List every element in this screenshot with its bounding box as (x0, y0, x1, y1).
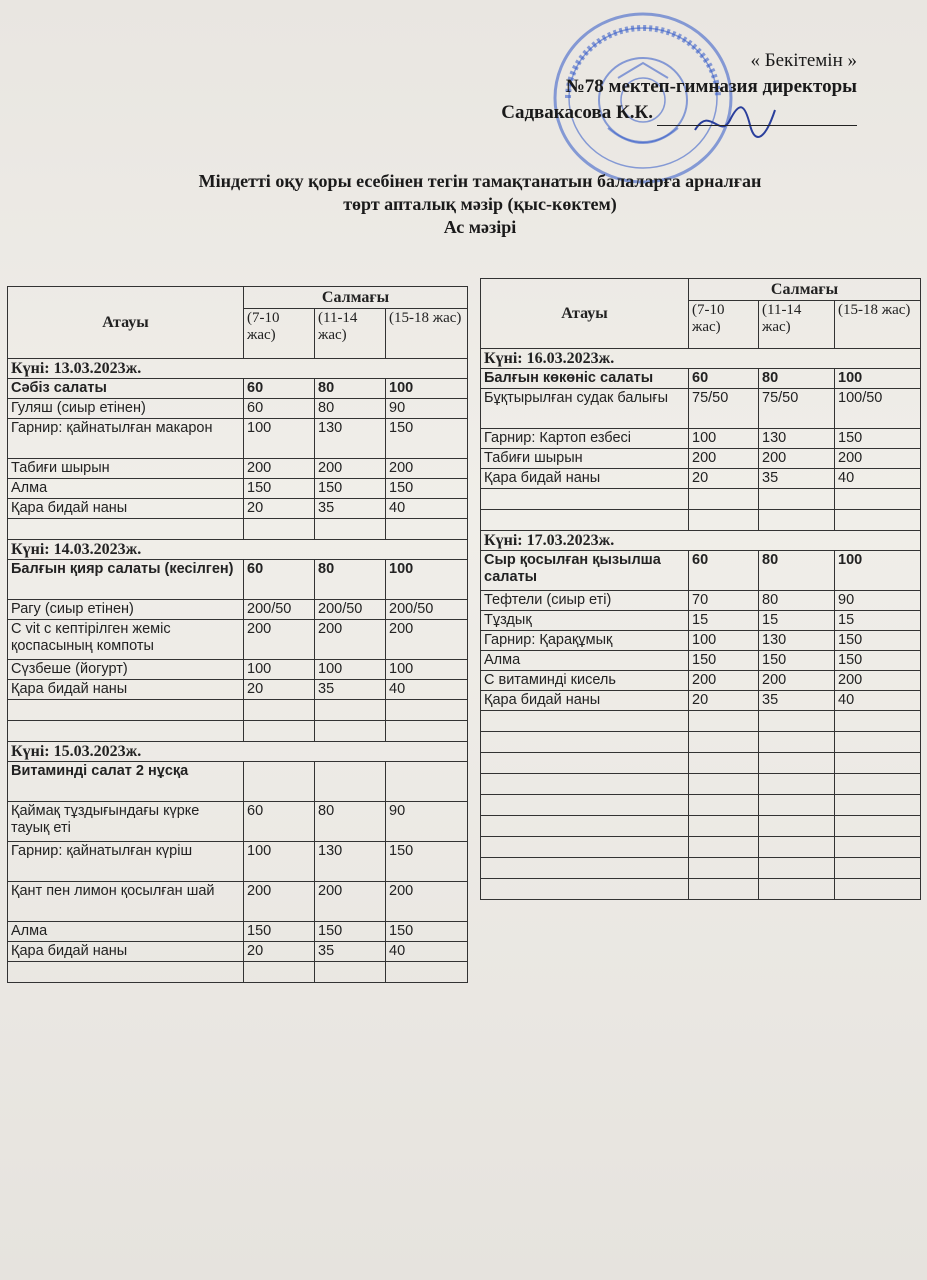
empty-cell (835, 489, 921, 510)
empty-cell (481, 489, 689, 510)
empty-row (481, 837, 921, 858)
menu-row (8, 600, 468, 620)
weight-15-18: 100 (386, 379, 468, 399)
dish-name: Алма (481, 651, 689, 671)
empty-cell (759, 711, 835, 732)
weight-15-18: 150 (386, 479, 468, 499)
empty-cell (689, 774, 759, 795)
empty-cell (689, 795, 759, 816)
dish-name: Балғын қияр салаты (кесілген) (8, 560, 244, 600)
empty-cell (481, 732, 689, 753)
weight-15-18: 150 (386, 922, 468, 942)
empty-cell (835, 858, 921, 879)
weight-7-10: 100 (244, 842, 315, 882)
weight-7-10: 150 (244, 479, 315, 499)
empty-cell (689, 489, 759, 510)
menu-row (481, 671, 921, 691)
empty-cell (689, 510, 759, 531)
menu-row (481, 691, 921, 711)
weight-11-14: 15 (759, 611, 835, 631)
empty-row (481, 711, 921, 732)
empty-cell (835, 816, 921, 837)
weight-15-18: 90 (835, 591, 921, 611)
weight-11-14: 80 (759, 591, 835, 611)
dish-name: Тефтели (сиыр еті) (481, 591, 689, 611)
weight-7-10: 20 (689, 469, 759, 489)
weight-15-18: 40 (386, 499, 468, 519)
weight-7-10: 60 (244, 560, 315, 600)
day-date: Күні: 15.03.2023ж. (8, 742, 468, 762)
weight-7-10: 20 (689, 691, 759, 711)
empty-cell (759, 489, 835, 510)
day-block (481, 531, 921, 900)
menu-row (481, 469, 921, 489)
weight-15-18: 200 (835, 671, 921, 691)
empty-cell (759, 795, 835, 816)
weight-15-18: 150 (835, 429, 921, 449)
col-header-age-7-10: (7-10 жас) (689, 301, 759, 349)
menu-row (8, 942, 468, 962)
weight-11-14: 130 (759, 631, 835, 651)
weight-11-14: 130 (315, 842, 386, 882)
day-date: Күні: 14.03.2023ж. (8, 540, 468, 560)
dish-name: Тұздық (481, 611, 689, 631)
dish-name: Рагу (сиыр етінен) (8, 600, 244, 620)
dish-name: Балғын көкөніс салаты (481, 369, 689, 389)
weight-15-18: 200 (386, 620, 468, 660)
empty-cell (386, 519, 468, 540)
menu-row (481, 369, 921, 389)
menu-row (8, 399, 468, 419)
empty-cell (689, 732, 759, 753)
weight-15-18: 150 (386, 842, 468, 882)
empty-cell (835, 774, 921, 795)
empty-cell (244, 962, 315, 983)
weight-11-14: 35 (315, 680, 386, 700)
day-date: Күні: 16.03.2023ж. (481, 349, 921, 369)
weight-15-18: 150 (386, 419, 468, 459)
dish-name: Қант пен лимон қосылған шай (8, 882, 244, 922)
empty-cell (481, 774, 689, 795)
empty-cell (835, 711, 921, 732)
dish-name: Бұқтырылған судак балығы (481, 389, 689, 429)
empty-cell (315, 519, 386, 540)
weight-15-18: 200 (386, 459, 468, 479)
document-title (100, 170, 860, 239)
day-block (8, 742, 468, 983)
weight-7-10: 20 (244, 942, 315, 962)
menu-row (8, 882, 468, 922)
empty-cell (481, 795, 689, 816)
weight-11-14: 35 (315, 942, 386, 962)
menu-row (8, 802, 468, 842)
weight-7-10: 100 (689, 631, 759, 651)
dish-name: Витаминді салат 2 нұсқа (8, 762, 244, 802)
weight-7-10: 70 (689, 591, 759, 611)
empty-cell (481, 711, 689, 732)
empty-cell (481, 879, 689, 900)
dish-name: С vit с кептірілген жеміс қоспасының компоты (8, 620, 244, 660)
menu-row (481, 591, 921, 611)
empty-cell (759, 510, 835, 531)
menu-row (8, 680, 468, 700)
approval-block (501, 48, 857, 126)
weight-7-10: 100 (689, 429, 759, 449)
empty-cell (481, 816, 689, 837)
weight-11-14: 200 (315, 620, 386, 660)
empty-row (481, 510, 921, 531)
weight-7-10: 60 (689, 369, 759, 389)
empty-cell (689, 858, 759, 879)
weight-7-10: 100 (244, 660, 315, 680)
menu-row (8, 419, 468, 459)
day-header-row (8, 742, 468, 762)
empty-cell (8, 721, 244, 742)
weight-7-10: 60 (244, 399, 315, 419)
empty-cell (835, 753, 921, 774)
empty-row (8, 700, 468, 721)
empty-row (8, 721, 468, 742)
day-date: Күні: 13.03.2023ж. (8, 359, 468, 379)
menu-row (8, 479, 468, 499)
approve-label: « Бекітемін » (750, 50, 857, 71)
menu-row (481, 611, 921, 631)
empty-cell (315, 962, 386, 983)
empty-row (481, 795, 921, 816)
empty-row (481, 489, 921, 510)
weight-7-10: 200/50 (244, 600, 315, 620)
menu-row (8, 620, 468, 660)
menu-row (481, 449, 921, 469)
empty-cell (759, 816, 835, 837)
day-date: Күні: 17.03.2023ж. (481, 531, 921, 551)
weight-7-10: 60 (244, 379, 315, 399)
weight-7-10: 150 (244, 922, 315, 942)
weight-11-14: 80 (315, 802, 386, 842)
day-header-row (8, 540, 468, 560)
weight-11-14: 150 (759, 651, 835, 671)
empty-cell (315, 721, 386, 742)
menu-row (8, 842, 468, 882)
weight-15-18: 200 (386, 882, 468, 922)
title-line-1: Міндетті оқу қоры есебінен тегін тамақтанатын балаларға арналған (198, 171, 762, 191)
menu-row (481, 551, 921, 591)
day-header-row (8, 359, 468, 379)
empty-cell (835, 837, 921, 858)
weight-15-18: 100 (835, 369, 921, 389)
weight-11-14: 35 (759, 469, 835, 489)
weight-11-14: 150 (315, 922, 386, 942)
day-header-row (481, 349, 921, 369)
director-name: Садвакасова К.К. (501, 102, 653, 123)
weight-15-18: 200 (835, 449, 921, 469)
title-line-2: төрт апталық мәзір (қыс-көктем) (343, 194, 617, 214)
dish-name: Сәбіз салаты (8, 379, 244, 399)
empty-cell (8, 962, 244, 983)
weight-7-10: 200 (244, 882, 315, 922)
empty-cell (8, 700, 244, 721)
director-title: №78 мектеп-гимназия директоры (565, 76, 857, 97)
dish-name: Қара бидай наны (8, 499, 244, 519)
empty-cell (244, 721, 315, 742)
dish-name: Табиғи шырын (8, 459, 244, 479)
empty-cell (386, 700, 468, 721)
menu-row (8, 660, 468, 680)
dish-name: Қара бидай наны (8, 942, 244, 962)
empty-cell (244, 519, 315, 540)
empty-cell (759, 879, 835, 900)
dish-name: Қара бидай наны (481, 469, 689, 489)
weight-7-10: 60 (244, 802, 315, 842)
col-header-age-11-14: (11-14 жас) (759, 301, 835, 349)
weight-11-14: 100 (315, 660, 386, 680)
weight-11-14: 200 (315, 459, 386, 479)
weight-15-18: 100 (386, 660, 468, 680)
menu-row (8, 922, 468, 942)
dish-name: Гарнир: Қарақұмық (481, 631, 689, 651)
weight-15-18: 150 (835, 651, 921, 671)
col-header-weight: Салмағы (244, 287, 468, 309)
menu-row (481, 631, 921, 651)
empty-row (8, 519, 468, 540)
weight-11-14: 80 (315, 560, 386, 600)
weight-11-14: 80 (315, 399, 386, 419)
weight-15-18: 200/50 (386, 600, 468, 620)
empty-cell (689, 837, 759, 858)
empty-row (481, 732, 921, 753)
weight-7-10: 150 (689, 651, 759, 671)
col-header-age-15-18: (15-18 жас) (835, 301, 921, 349)
empty-cell (244, 700, 315, 721)
weight-11-14: 80 (759, 369, 835, 389)
empty-row (481, 753, 921, 774)
empty-cell (835, 732, 921, 753)
menu-row (481, 651, 921, 671)
weight-15-18: 40 (386, 680, 468, 700)
empty-cell (481, 858, 689, 879)
menu-row (481, 389, 921, 429)
empty-cell (689, 753, 759, 774)
empty-row (481, 816, 921, 837)
menu-row (8, 459, 468, 479)
empty-cell (759, 753, 835, 774)
empty-cell (689, 711, 759, 732)
day-block (481, 349, 921, 531)
menu-table-right (480, 278, 921, 900)
menu-row (481, 429, 921, 449)
col-header-name: Атауы (8, 287, 244, 359)
empty-cell (386, 721, 468, 742)
weight-15-18: 100 (386, 560, 468, 600)
empty-cell (759, 732, 835, 753)
dish-name: Гуляш (сиыр етінен) (8, 399, 244, 419)
weight-7-10: 75/50 (689, 389, 759, 429)
menu-table-left (7, 286, 468, 983)
dish-name: Алма (8, 922, 244, 942)
dish-name: Сүзбеше (йогурт) (8, 660, 244, 680)
weight-11-14: 200 (759, 449, 835, 469)
dish-name: Қара бидай наны (481, 691, 689, 711)
weight-11-14: 130 (759, 429, 835, 449)
weight-11-14: 35 (315, 499, 386, 519)
weight-7-10: 200 (244, 620, 315, 660)
col-header-age-15-18: (15-18 жас) (386, 309, 468, 359)
day-block (8, 359, 468, 540)
col-header-weight: Салмағы (689, 279, 921, 301)
dish-name: Алма (8, 479, 244, 499)
weight-7-10: 60 (689, 551, 759, 591)
empty-cell (689, 816, 759, 837)
weight-15-18 (386, 762, 468, 802)
empty-cell (759, 837, 835, 858)
col-header-age-11-14: (11-14 жас) (315, 309, 386, 359)
empty-cell (481, 510, 689, 531)
empty-cell (315, 700, 386, 721)
empty-row (8, 962, 468, 983)
weight-7-10: 20 (244, 680, 315, 700)
weight-11-14: 75/50 (759, 389, 835, 429)
weight-15-18: 150 (835, 631, 921, 651)
weight-15-18: 90 (386, 802, 468, 842)
menu-row (8, 560, 468, 600)
dish-name: Табиғи шырын (481, 449, 689, 469)
weight-11-14: 200 (759, 671, 835, 691)
weight-11-14: 80 (759, 551, 835, 591)
empty-cell (481, 837, 689, 858)
empty-cell (835, 879, 921, 900)
empty-cell (759, 774, 835, 795)
dish-name: Қара бидай наны (8, 680, 244, 700)
empty-row (481, 858, 921, 879)
weight-7-10 (244, 762, 315, 802)
weight-11-14 (315, 762, 386, 802)
day-block (8, 540, 468, 742)
empty-cell (835, 510, 921, 531)
weight-15-18: 40 (386, 942, 468, 962)
dish-name: Гарнир: қайнатылған күріш (8, 842, 244, 882)
weight-7-10: 100 (244, 419, 315, 459)
dish-name: С витаминді кисель (481, 671, 689, 691)
day-header-row (481, 531, 921, 551)
weight-11-14: 200 (315, 882, 386, 922)
dish-name: Сыр қосылған қызылша салаты (481, 551, 689, 591)
weight-15-18: 40 (835, 691, 921, 711)
weight-11-14: 150 (315, 479, 386, 499)
weight-15-18: 100/50 (835, 389, 921, 429)
dish-name: Гарнир: қайнатылған макарон (8, 419, 244, 459)
menu-row (8, 499, 468, 519)
weight-15-18: 15 (835, 611, 921, 631)
weight-11-14: 130 (315, 419, 386, 459)
empty-cell (8, 519, 244, 540)
empty-row (481, 774, 921, 795)
director-name-line (501, 100, 857, 126)
dish-name: Қаймақ тұздығындағы күрке тауық еті (8, 802, 244, 842)
empty-cell (689, 879, 759, 900)
weight-11-14: 35 (759, 691, 835, 711)
weight-11-14: 80 (315, 379, 386, 399)
signature-line (657, 105, 857, 126)
weight-7-10: 200 (689, 671, 759, 691)
weight-7-10: 200 (689, 449, 759, 469)
weight-15-18: 40 (835, 469, 921, 489)
menu-row (8, 762, 468, 802)
weight-15-18: 90 (386, 399, 468, 419)
weight-7-10: 15 (689, 611, 759, 631)
weight-11-14: 200/50 (315, 600, 386, 620)
empty-row (481, 879, 921, 900)
empty-cell (835, 795, 921, 816)
title-line-3: Ас мәзірі (443, 217, 517, 237)
empty-cell (481, 753, 689, 774)
empty-cell (386, 962, 468, 983)
weight-15-18: 100 (835, 551, 921, 591)
col-header-age-7-10: (7-10 жас) (244, 309, 315, 359)
dish-name: Гарнир: Картоп езбесі (481, 429, 689, 449)
menu-row (8, 379, 468, 399)
weight-7-10: 200 (244, 459, 315, 479)
col-header-name: Атауы (481, 279, 689, 349)
weight-7-10: 20 (244, 499, 315, 519)
empty-cell (759, 858, 835, 879)
